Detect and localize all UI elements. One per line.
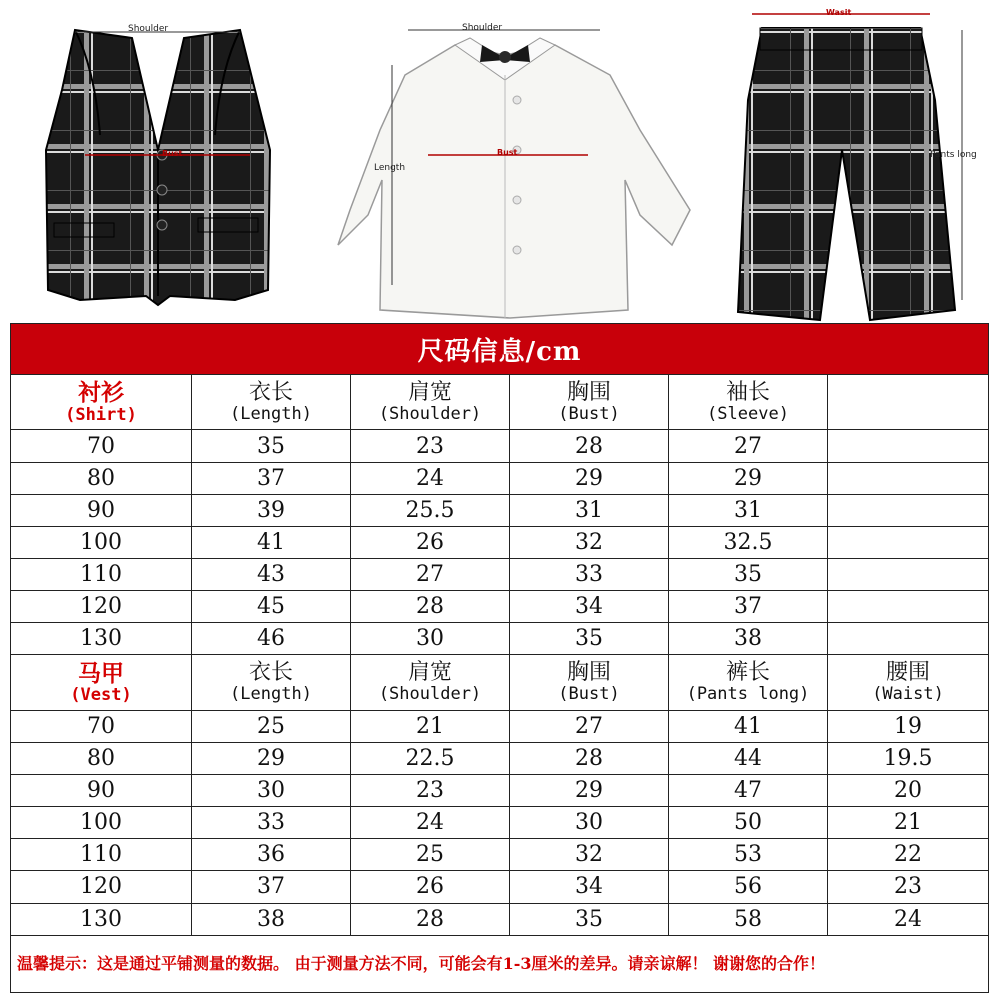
table-title-row <box>11 324 989 375</box>
measurement-cell: 23 <box>351 430 510 462</box>
size-chart-table <box>10 323 989 993</box>
measurement-cell: 22 <box>828 839 989 871</box>
measurement-cell: 53 <box>669 839 828 871</box>
measurement-cell: 34 <box>510 591 669 623</box>
measurement-cell: 50 <box>669 807 828 839</box>
header-en: (Shoulder) <box>378 684 482 705</box>
measurement-cell: 26 <box>351 526 510 558</box>
measurement-cell: 35 <box>510 623 669 655</box>
size-cell: 90 <box>11 494 192 526</box>
size-cell: 80 <box>11 462 192 494</box>
measurement-cell: 29 <box>192 742 351 774</box>
measurement-cell: 43 <box>192 559 351 591</box>
measurement-cell: 28 <box>351 903 510 935</box>
measurement-cell <box>828 591 989 623</box>
header-cn: 袖长 <box>725 379 770 405</box>
measurement-cell: 35 <box>510 903 669 935</box>
measurement-cell: 44 <box>669 742 828 774</box>
pants-drawing <box>738 14 962 320</box>
measurement-cell: 28 <box>510 742 669 774</box>
measurement-cell: 33 <box>510 559 669 591</box>
size-cell: 110 <box>11 839 192 871</box>
table-row <box>11 526 989 558</box>
vest-column-header <box>669 655 828 710</box>
vest-column-header <box>510 655 669 710</box>
shirt-column-header <box>828 375 989 430</box>
measurement-cell: 37 <box>669 591 828 623</box>
vest-bust-label: Bust <box>162 149 183 158</box>
measurement-cell: 30 <box>351 623 510 655</box>
vest-drawing <box>46 30 270 305</box>
measurement-cell: 24 <box>351 807 510 839</box>
measurement-cell: 25.5 <box>351 494 510 526</box>
measurement-cell: 29 <box>510 462 669 494</box>
measurement-cell: 47 <box>669 774 828 806</box>
header-en: (Pants long) <box>686 684 810 705</box>
measurement-cell: 31 <box>510 494 669 526</box>
measurement-cell: 41 <box>669 710 828 742</box>
measurement-cell <box>828 559 989 591</box>
measurement-cell: 19 <box>828 710 989 742</box>
size-cell: 70 <box>11 430 192 462</box>
shirt-bust-label: Bust <box>497 148 518 157</box>
header-en: (Bust) <box>558 684 620 705</box>
measurement-cell <box>828 526 989 558</box>
garment-illustrations <box>0 0 1000 322</box>
table-title: 尺码信息/cm <box>11 324 989 375</box>
table-row <box>11 430 989 462</box>
measurement-cell: 35 <box>669 559 828 591</box>
table-row <box>11 559 989 591</box>
vest-section-label <box>11 655 192 710</box>
measurement-cell: 26 <box>351 871 510 903</box>
header-cn: 肩宽 <box>407 379 452 405</box>
section-cn: 衬衫 <box>78 379 124 407</box>
header-en: (Length) <box>230 404 312 425</box>
table-row <box>11 871 989 903</box>
measurement-cell: 45 <box>192 591 351 623</box>
measurement-cell: 30 <box>192 774 351 806</box>
header-cn: 胸围 <box>566 379 611 405</box>
section-en: (Vest) <box>70 684 132 705</box>
measurement-cell: 31 <box>669 494 828 526</box>
vest-header-row <box>11 655 989 710</box>
note-row <box>11 935 989 992</box>
header-cn: 衣长 <box>248 660 293 686</box>
shirt-length-label: Length <box>374 163 406 173</box>
measurement-cell: 22.5 <box>351 742 510 774</box>
table-row <box>11 839 989 871</box>
pants-long-label: Pants long <box>930 150 977 160</box>
size-cell: 130 <box>11 623 192 655</box>
measurement-cell: 23 <box>351 774 510 806</box>
measurement-note: 温馨提示：这是通过平铺测量的数据。 由于测量方法不同，可能会有1-3厘米的差异。请亲谅解！ 谢谢您的合作！ <box>11 935 989 992</box>
measurement-cell: 28 <box>510 430 669 462</box>
table-row <box>11 462 989 494</box>
measurement-cell: 46 <box>192 623 351 655</box>
measurement-cell: 21 <box>351 710 510 742</box>
header-cn: 腰围 <box>886 660 931 686</box>
header-cn: 胸围 <box>566 660 611 686</box>
measurement-cell: 23 <box>828 871 989 903</box>
measurement-cell: 38 <box>192 903 351 935</box>
table-row <box>11 903 989 935</box>
header-cn: 衣长 <box>248 379 293 405</box>
measurement-cell: 24 <box>351 462 510 494</box>
measurement-cell: 20 <box>828 774 989 806</box>
header-en: (Sleeve) <box>707 404 789 425</box>
size-cell: 120 <box>11 591 192 623</box>
measurement-cell: 36 <box>192 839 351 871</box>
measurement-cell: 39 <box>192 494 351 526</box>
table-row <box>11 710 989 742</box>
shirt-shoulder-label: Shoulder <box>462 23 503 33</box>
measurement-cell: 21 <box>828 807 989 839</box>
measurement-cell <box>828 623 989 655</box>
shirt-column-header <box>192 375 351 430</box>
measurement-cell: 37 <box>192 462 351 494</box>
measurement-cell: 27 <box>351 559 510 591</box>
shirt-header-row <box>11 375 989 430</box>
measurement-cell: 25 <box>192 710 351 742</box>
measurement-cell: 41 <box>192 526 351 558</box>
measurement-cell: 37 <box>192 871 351 903</box>
shirt-column-header <box>669 375 828 430</box>
garment-drawings <box>0 0 1000 322</box>
table-row <box>11 591 989 623</box>
size-cell: 110 <box>11 559 192 591</box>
measurement-cell <box>828 462 989 494</box>
measurement-cell: 35 <box>192 430 351 462</box>
measurement-cell: 58 <box>669 903 828 935</box>
table-row <box>11 742 989 774</box>
size-cell: 100 <box>11 807 192 839</box>
shirt-section-label <box>11 375 192 430</box>
measurement-cell <box>828 430 989 462</box>
measurement-cell: 38 <box>669 623 828 655</box>
table-row <box>11 807 989 839</box>
measurement-cell: 30 <box>510 807 669 839</box>
shirt-column-header <box>510 375 669 430</box>
header-en: (Waist) <box>872 684 944 705</box>
size-cell: 120 <box>11 871 192 903</box>
measurement-cell: 34 <box>510 871 669 903</box>
table-row <box>11 494 989 526</box>
measurement-cell: 27 <box>669 430 828 462</box>
section-en: (Shirt) <box>65 404 137 425</box>
size-cell: 70 <box>11 710 192 742</box>
measurement-cell: 56 <box>669 871 828 903</box>
size-cell: 90 <box>11 774 192 806</box>
measurement-cell: 24 <box>828 903 989 935</box>
vest-column-header <box>828 655 989 710</box>
measurement-cell: 33 <box>192 807 351 839</box>
size-cell: 130 <box>11 903 192 935</box>
table-row <box>11 774 989 806</box>
section-cn: 马甲 <box>78 659 124 687</box>
pants-waist-label: Wasit <box>826 8 852 17</box>
measurement-cell: 32 <box>510 839 669 871</box>
header-cn: 肩宽 <box>407 660 452 686</box>
size-cell: 100 <box>11 526 192 558</box>
header-en: (Bust) <box>558 404 620 425</box>
measurement-cell <box>828 494 989 526</box>
table-row <box>11 623 989 655</box>
measurement-cell: 29 <box>510 774 669 806</box>
measurement-cell: 28 <box>351 591 510 623</box>
header-cn: 裤长 <box>725 660 770 686</box>
measurement-cell: 19.5 <box>828 742 989 774</box>
vest-shoulder-label: Shoulder <box>128 24 169 34</box>
shirt-drawing <box>338 30 690 318</box>
measurement-cell: 32.5 <box>669 526 828 558</box>
header-en: (Length) <box>230 684 312 705</box>
shirt-column-header <box>351 375 510 430</box>
measurement-cell: 27 <box>510 710 669 742</box>
measurement-cell: 32 <box>510 526 669 558</box>
vest-column-header <box>192 655 351 710</box>
measurement-cell: 29 <box>669 462 828 494</box>
measurement-cell: 25 <box>351 839 510 871</box>
size-cell: 80 <box>11 742 192 774</box>
header-en: (Shoulder) <box>378 404 482 425</box>
vest-column-header <box>351 655 510 710</box>
